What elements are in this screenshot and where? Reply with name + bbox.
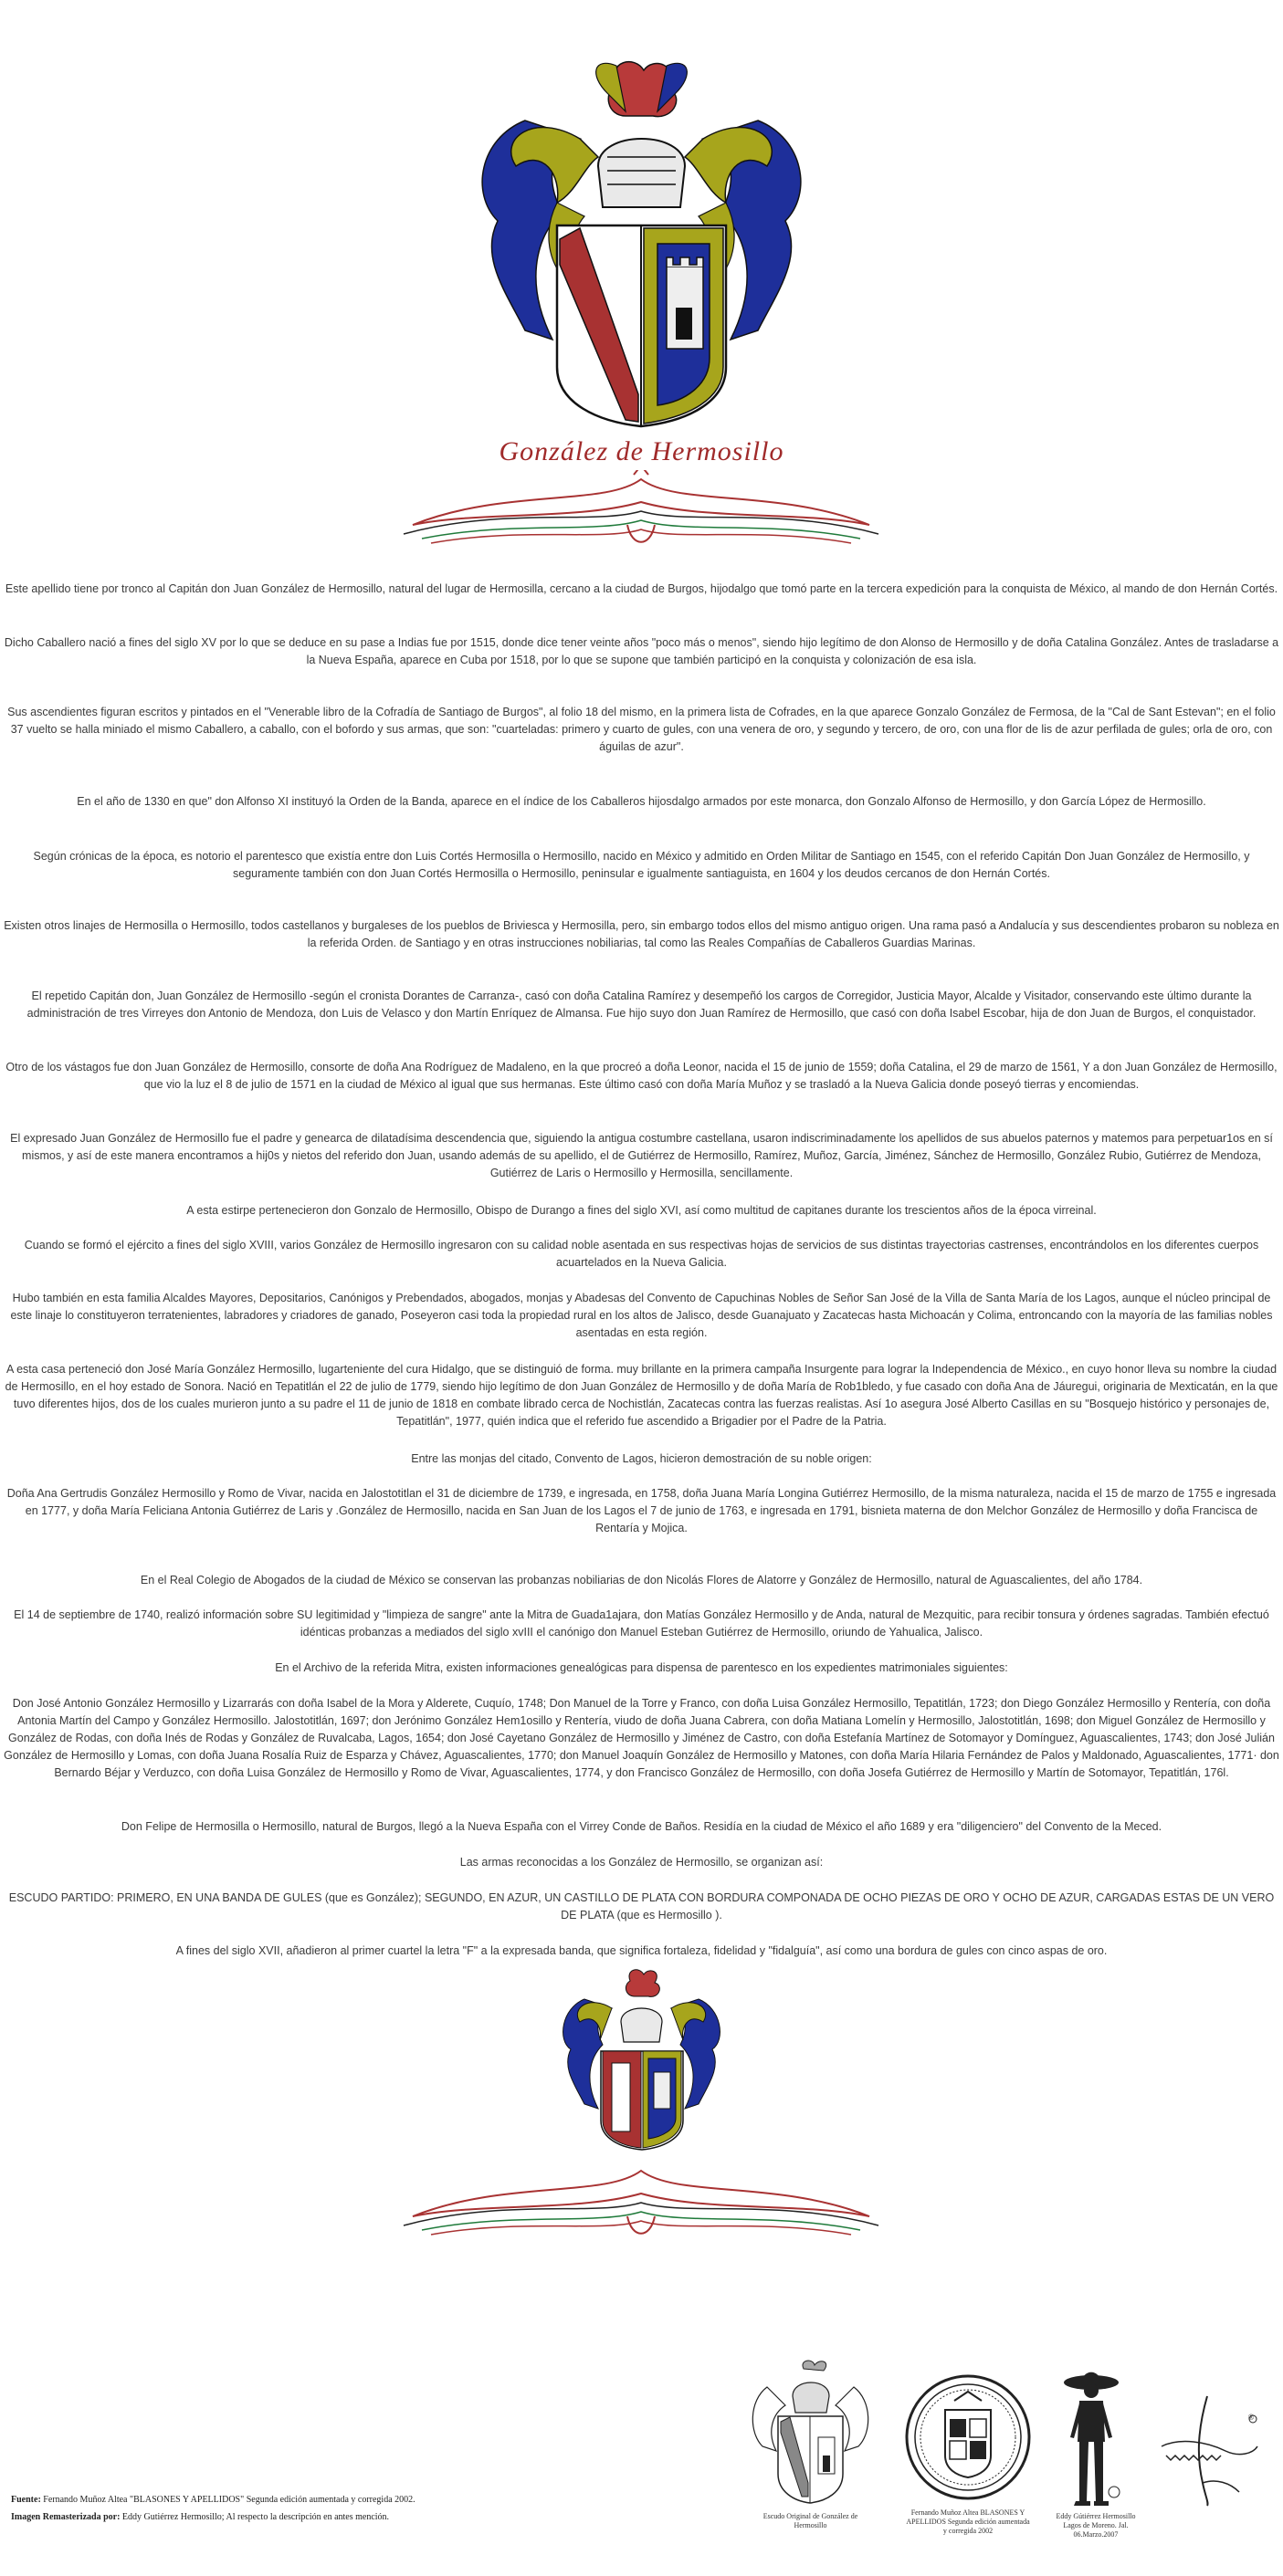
- paragraph: Según crónicas de la época, es notorio el parentesco que existía entre don Luis Cortés Hermosilla o Hermosillo, nacido en México y admitido en Orden Militar de Santiago en 1545, con el referido Capitán Don Juan González de Hermosillo, y seguramente también con don Juan Cortés Hermosilla o Hermosillo, peninsular e igualmente santiaguista, en 1604 y los deudos cercanos de don Hernán Cortés.: [33, 850, 1250, 880]
- paragraph: Cuando se formó el ejército a fines del siglo XVIII, varios González de Hermosillo ingresaron con su calidad noble asentada en sus respectivas hojas de servicios de sus distintas trayectorias castrenses, encontrándolos en los diferentes cuerpos acuartelados en la Nueva Galicia.: [24, 1239, 1259, 1269]
- registered-mark: ®: [1247, 2413, 1255, 2422]
- coat-of-arms-main: [470, 57, 813, 440]
- caption-seal: Fernando Muñoz Altea BLASONES Y APELLIDOS Segunda edición aumentada y corregida 2002: [906, 2508, 1030, 2535]
- paragraph: Don José Antonio González Hermosillo y Lizarrarás con doña Isabel de la Mora y Alderete, Cuquío, 1748; Don Manuel de la Torre y Franco, con doña Luisa González Hermosillo, Tepatitlán, 1723; don Diego González Hermosillo y Rentería, con doña Antonia Martín del Campo y González Hermosillo. Jalostotitlán, 1697; don Jerónimo González Hem1osillo y Rentería, viudo de doña Juana Cabrera, con doña Matiana Lomelín y Hermosillo, Jalostotitlán, 1698; don Miguel González de Hermosillo y González de Rodas, con doña Inés de Rodas y González de Ruvalcaba, Lagos, 1654; don José Cayetano González de Hermosillo y Jiménez de Castro, con doña Estefanía Martínez de Sotomayor y Domínguez, Aguascalientes, 1743; don José Julián González de Hermosillo y Lomas, con doña Juana Rosalía Ruiz de Esparza y Chávez, Aguascalientes, 1770; don Manuel Joaquín González de Hermosillo y Matones, con doña María Hilaria Fernández de Palos y Maldonado, Aguascalientes, 1771· don Bernardo Béjar y Verduzco, con doña Luisa González de Hermosillo y Romo de Vivar, Aguascalientes, 1774, y don Francisco González de Hermosillo, con doña Josefa Gutiérrez de Hermosillo y Martín de Sotomayor, Tepatitlán, 176l.: [4, 1697, 1279, 1779]
- paragraph: Doña Ana Gertrudis González Hermosillo y Romo de Vivar, nacida en Jalostotitlan el 31 de diciembre de 1739, e ingresada, en 1758, doña Juana María Longina Gutiérrez Hermosillo, de la misma naturaleza, nacida el 15 de marzo de 1755 e ingresada en 1777, y doña María Feliciana Antonia Gutiérrez de Laris y .González de Hermosillo, nacida en San Juan de los Lagos el 7 de junio de 1763, e ingresada en 1791, bisnieta materna de don Melchor González de Hermosillo y doña Francisca de Rentaría y Mojica.: [6, 1487, 1277, 1534]
- paragraph: A esta estirpe pertenecieron don Gonzalo de Hermosillo, Obispo de Durango a fines del siglo XVI, así como multitud de capitanes durante los trescientos años de la época virreinal.: [186, 1204, 1097, 1217]
- source-note: [11, 2495, 415, 2505]
- author-seal: [904, 2373, 1032, 2501]
- paragraph: Este apellido tiene por tronco al Capitán don Juan González de Hermosillo, natural del lugar de Hermosilla, cercano a la ciudad de Burgos, hijodalgo que tomó parte en la tercera expedición para la conquista de México, al mando de don Hernán Cortés.: [5, 582, 1278, 595]
- coat-of-arms-small: [557, 1967, 726, 2154]
- paragraph: Don Felipe de Hermosilla o Hermosillo, natural de Burgos, llegó a la Nueva España con el Virrey Conde de Baños. Residía en la ciudad de México el año 1689 y era "diligenciero" del Convento de la Meced.: [121, 1820, 1162, 1833]
- paragraph: Dicho Caballero nació a fines del siglo XV por lo que se deduce en su pase a Indias fue por 1515, donde dice tener veinte años "poco más o menos", siendo hijo legítimo de don Alonso de Hermosillo y de doña Catalina González. Antes de trasladarse a la Nueva España, aparece en Cuba por 1518, por lo que se supone que también participó en la conquista y colonización de esa isla.: [4, 636, 1279, 666]
- caption-charro: Eddy Gútiérrez Hermosillo Lagos de Moreno. Jal. 06.Marzo.2007: [1056, 2512, 1136, 2539]
- paragraph: Las armas reconocidas a los González de Hermosillo, se organizan así:: [459, 1856, 824, 1869]
- signature: [1152, 2392, 1271, 2510]
- paragraph: El repetido Capitán don, Juan González de Hermosillo -según el cronista Dorantes de Carranza-, casó con doña Catalina Ramírez y desempeñó los cargos de Corregidor, Justicia Mayor, Alcalde y Visitador, conservando este último durante la administración de tres Virreyes don Antonio de Mendoza, don Luis de Velasco y don Martín Enríquez de Almansa. Fue hijo suyo don Juan Ramírez de Hermosillo, que casó con doña Isabel Escobar, hija de don Juan de Burgos, el conquistador.: [26, 990, 1257, 1020]
- source-label: Fuente:: [11, 2495, 41, 2505]
- paragraph: A esta casa perteneció don José María González Hermosillo, lugarteniente del cura Hidalgo, que se distinguió de forma. muy brillante en la primera campaña Insurgente para lograr la Independencia de México., en cuyo honor lleva su nombre la ciudad de Hermosillo, en el hoy estado de Sonora. Nació en Tepatitlán el 22 de julio de 1779, siendo hijo legítimo de don Juan González de Hermosillo y de doña María de Rob1bledo, y fue casado con doña Ana de Jáuregui, originaria de Mexticatán, en la que tuvo diferentes hijos, dos de los cuales murieron junto a su padre el 11 de junio de 1818 en combate librado cerca de Nochistlán, Zacatecas contra las fuerzas realistas. Así 1o asegura José Alberto Casillas en su "Bosquejo histórico y personajes de, Tepatitlán", 1977, quién indica que el referido fue ascendido a Brigadier por el Padre de la Patria.: [5, 1363, 1278, 1428]
- paragraph: Entre las monjas del citado, Convento de Lagos, hicieron demostración de su noble origen:: [411, 1452, 872, 1465]
- paragraph: El expresado Juan González de Hermosillo fue el padre y genearca de dilatadísima descendencia que, siguiendo la antigua costumbre castellana, usaron indiscriminadamente los apellidos de sus abuelos paternos y matemos para perpetuar1os en sí mismos, y así de este manera encontramos a hij0s y nietos del referido don Juan, usando además de su apellido, el de Gutiérrez de Hermosillo, Ramírez, Muñoz, García, Jiménez, Sánchez de Hermosillo, González Rubio, Gutiérrez de Mendoza, Gutiérrez de Laris o Hermosillo y Hermosilla, sencillamente.: [10, 1132, 1273, 1179]
- coat-of-arms-original-sketch: [749, 2360, 872, 2506]
- image-credit-text: Eddy Gutiérrez Hermosillo; Al respecto la descripción en antes mención.: [121, 2512, 390, 2522]
- paragraph: A fines del siglo XVII, añadieron al primer cuartel la letra "F" a la expresada banda, que significa fortaleza, fidelidad y "fidalguía", así como una bordura de gules con cinco aspas de oro.: [175, 1944, 1108, 1957]
- charro-figure: [1059, 2369, 1132, 2510]
- ornament-divider-top: [394, 470, 888, 557]
- caption-original-crest: Escudo Original de González de Hermosillo: [762, 2512, 858, 2529]
- image-credit-note: [11, 2512, 389, 2522]
- paragraph: Sus ascendientes figuran escritos y pintados en el "Venerable libro de la Cofradía de Santiago de Burgos", al folio 18 del mismo, en la primera lista de Cofrades, en la que aparece Gonzalo González de Fermosa, de la "Cal de Sant Estevan"; en el folio 37 vuelto se halla miniado el mismo Caballero, a caballo, con el bofordo y sus armas, que son: "cuarteladas: primero y cuarto de gules, con una venera de oro, y segundo y tercero, de oro, con una flor de lis de azur perfilada de gules; orla de oro, con águilas de azur".: [7, 706, 1276, 753]
- paragraph: En el Real Colegio de Abogados de la ciudad de México se conservan las probanzas nobiliarias de don Nicolás Flores de Alatorre y González de Hermosillo, natural de Aguascalientes, del año 1784.: [140, 1574, 1143, 1586]
- image-credit-label: Imagen Remasterizada por:: [11, 2512, 121, 2522]
- paragraph: En el año de 1330 en que" don Alfonso XI instituyó la Orden de la Banda, aparece en el índice de los Caballeros hijosdalgo armados por este monarca, don Gonzalo Alfonso de Hermosillo, y don García López de Hermosillo.: [77, 795, 1206, 808]
- family-title: González de Hermosillo: [499, 436, 784, 466]
- source-text: Fernando Muñoz Altea "BLASONES Y APELLIDOS" Segunda edición aumentada y corregida 2002.: [43, 2495, 415, 2505]
- paragraph: En el Archivo de la referida Mitra, existen informaciones genealógicas para dispensa de parentesco en los expedientes matrimoniales siguientes:: [275, 1661, 1008, 1674]
- paragraph: Existen otros linajes de Hermosilla o Hermosillo, todos castellanos y burgaleses de los pueblos de Briviesca y Hermosilla, pero, sin embargo todos ellos del mismo antiguo origen. Una rama pasó a Andalucía y sus descendientes probaron su nobleza en la referida Orden. de Santiago y en otras instrucciones nobiliarias, tal como las Reales Compañías de Caballeros Guardias Marinas.: [4, 919, 1279, 949]
- ornament-divider-bottom: [394, 2162, 888, 2248]
- paragraph: Hubo también en esta familia Alcaldes Mayores, Depositarios, Canónigos y Prebendados, abogados, monjas y Abadesas del Convento de Capuchinas Nobles de Señor San José de la Villa de Santa María de los Lagos, aunque el núcleo principal de este linaje lo constituyeron terratenientes, labradores y criadores de ganado, Poseyeron casi toda la propiedad rural en los altos de Jalisco, desde Guanajuato y Zacatecas hasta Michoacán y Colima, entroncando con la mayoría de las familias nobles asentadas en esta región.: [10, 1292, 1273, 1339]
- paragraph: Otro de los vástagos fue don Juan González de Hermosillo, consorte de doña Ana Rodríguez de Madaleno, en la que procreó a doña Leonor, nacida el 15 de junio de 1559; doña Catalina, el 29 de marzo de 1561, Y a don Juan González de Hermosillo, que vio la luz el 8 de julio de 1571 en la ciudad de México al igual que sus hermanas. Este último casó con doña María Muñoz y se trasladó a la Nueva Galicia donde poseyó tierras y encomiendas.: [5, 1061, 1278, 1091]
- paragraph: El 14 de septiembre de 1740, realizó información sobre SU legitimidad y "limpieza de sangre" ante la Mitra de Guada1ajara, don Matías González Hermosillo y de Anda, natural de Mezquitic, para recibir tonsura y órdenes sagradas. También efectuó idénticas probanzas a mediados del siglo xvIII el canónigo don Manuel Esteban Gutiérrez de Hermosillo, oriundo de Yahualica, Jalisco.: [14, 1608, 1269, 1639]
- paragraph: ESCUDO PARTIDO: PRIMERO, EN UNA BANDA DE GULES (que es González); SEGUNDO, EN AZUR, UN CASTILLO DE PLATA CON BORDURA COMPONADA DE OCHO PIEZAS DE ORO Y OCHO DE AZUR, CARGADAS ESTAS DE UN VERO DE PLATA (que es Hermosillo ).: [8, 1891, 1275, 1922]
